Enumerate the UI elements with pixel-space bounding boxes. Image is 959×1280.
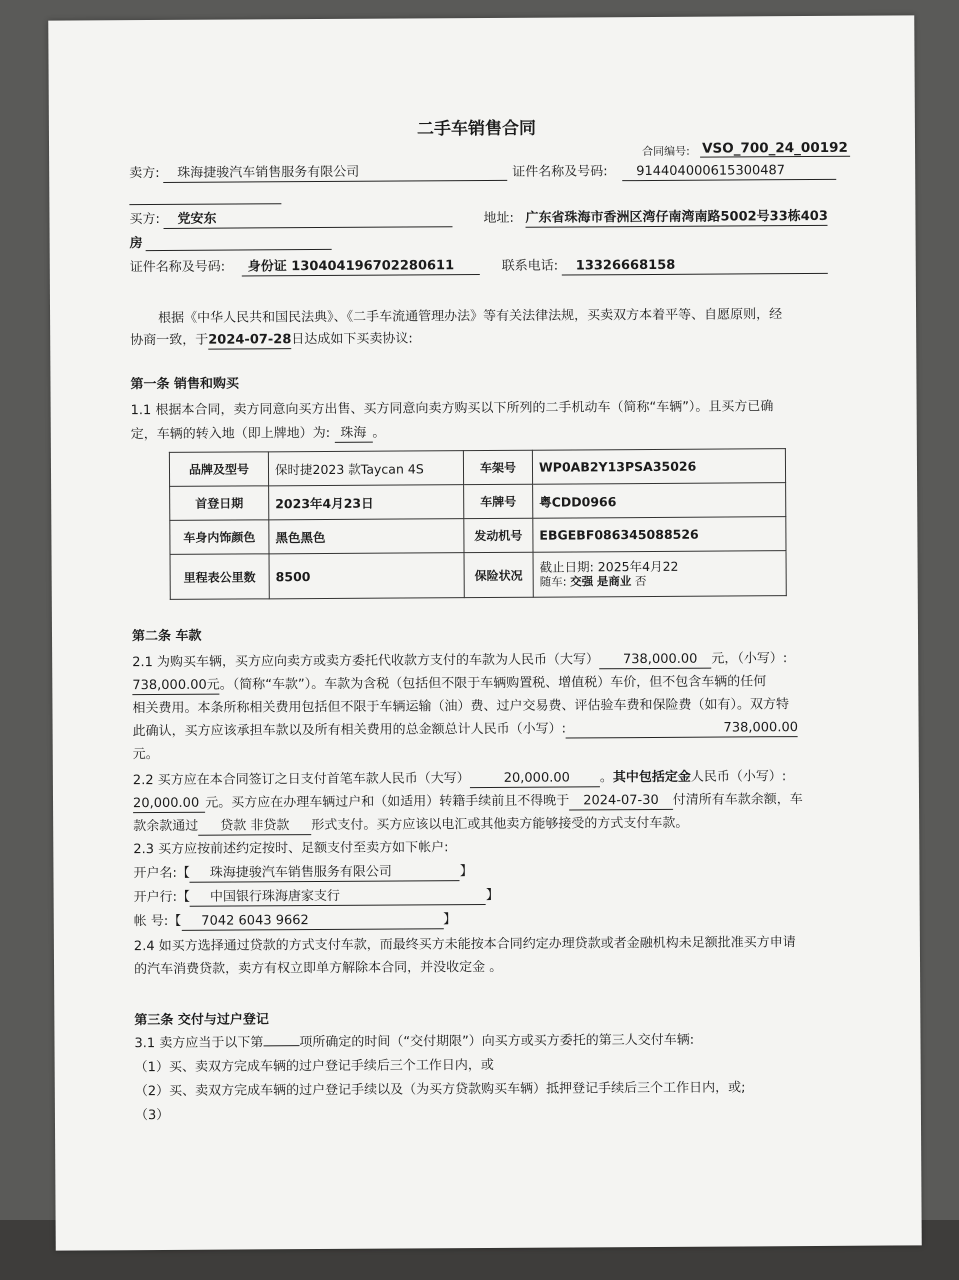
seller-name: 珠海捷骏汽车销售服务有限公司 [163, 164, 507, 183]
article-1-1-line-2 [131, 426, 386, 445]
buyer-address-label: 地址: [483, 210, 514, 227]
buyer-phone-label: 联系电话: [501, 258, 559, 274]
clause-text: 款余款通过 [133, 818, 199, 835]
color-value: 黑色黑色 [269, 519, 464, 554]
intro-text: 日达成如下买卖协议: [291, 331, 413, 348]
article-2-heading: 第二条 车款 [131, 628, 202, 645]
registration-date-value: 2023年4月23日 [269, 485, 464, 520]
price-upper: 738,000.00 [599, 652, 712, 670]
bracket: 【 [176, 889, 191, 905]
agreement-date: 2024-07-28 [208, 332, 292, 348]
seller-id-value: 914404000615300487 [622, 163, 836, 181]
bracket: 】 [459, 864, 473, 880]
account-bank-value: 中国银行珠海唐家支行 [190, 888, 486, 907]
payment-deadline: 2024-07-30 [569, 793, 673, 811]
deposit-emphasis: 其中包括定金 [612, 769, 691, 786]
registration-date-label: 首登日期 [170, 486, 269, 521]
color-label: 车身内饰颜色 [170, 520, 269, 555]
seller-label: 卖方: [129, 165, 160, 182]
insurance-detail-text: 否 [634, 574, 647, 589]
contract-page [48, 15, 921, 1250]
first-payment-upper: 20,000.00 [470, 770, 600, 788]
account-name-row [133, 864, 473, 883]
bracket: 】 [443, 912, 457, 928]
account-bank-label: 开户行: [133, 889, 178, 906]
clause-text: 。（简称“车款”）。车款为含税（包括但不限于车辆购置税、增值税）车价，但不包含车辆的任何 [219, 674, 767, 693]
buyer-phone-value: 13326668158 [562, 257, 828, 276]
article-2-4-line-1: 2.4 如买方选择通过贷款的方式支付车款，而最终买方未能按本合同约定办理贷款或者金融机构未足额批准买方申请 [133, 935, 796, 955]
bracket: 【 [176, 865, 190, 881]
vehicle-info-table [169, 448, 787, 600]
insurance-expiry: 截止日期: 2025年4月22 [539, 558, 679, 575]
brand-label: 品牌及型号 [169, 452, 268, 487]
clause-text: 。 [372, 425, 386, 441]
plate-value: 粤CDD0966 [533, 483, 786, 519]
clause-text: 此确认，买方应该承担车款以及所有相关费用的总金额总计人民币（小写）: [132, 721, 567, 740]
brand-value: 保时捷2023 款Taycan 4S [268, 451, 463, 486]
address-continuation-line [146, 249, 332, 251]
intro-line-1: 根据《中华人民共和国民法典》、《二手车流通管理办法》等有关法律法规，买卖双方本着平等、自愿原则，经 [158, 307, 783, 326]
delivery-option-blank [263, 1045, 299, 1046]
clause-text: 定，车辆的转入地（即上牌地）为: [130, 425, 331, 443]
intro-line-2 [130, 331, 413, 350]
clause-text: 人民币（小写）: [690, 769, 787, 785]
article-2-1-line-4 [133, 720, 798, 741]
clause-text: 2.1 为购买车辆，买方应向卖方或卖方委托代收款方支付的车款为人民币（大写） [132, 652, 600, 671]
buyer-address-tail: 房 [129, 236, 143, 252]
account-number-value: 7042 6043 9662 [181, 912, 443, 931]
clause-text: 3.1 卖方应当于以下第 [134, 1035, 264, 1052]
article-2-2-line-3 [133, 816, 688, 836]
insurance-detail-text: 随车: [539, 574, 567, 589]
total-amount: 738,000.00 [566, 720, 798, 738]
contract-no-label: 合同编号: [642, 144, 690, 159]
buyer-id-value: 身份证 130404196702280611 [242, 258, 480, 276]
article-2-4-line-2: 的汽车消费贷款，卖方有权立即单方解除本合同，并没收定金 。 [134, 959, 503, 978]
mileage-label: 里程表公里数 [170, 554, 269, 600]
account-name-value: 珠海捷骏汽车销售服务有限公司 [190, 864, 460, 883]
article-2-2-line-1 [133, 769, 786, 790]
buyer-id-label: 证件名称及号码: [129, 259, 226, 276]
table-row [170, 517, 786, 555]
delivery-option-2: （2）买、卖双方完成车辆的过户登记手续以及（为买方贷款购买车辆）抵押登记手续后三个工作日内，或; [134, 1080, 746, 1100]
engine-value: EBGEBF086345088526 [533, 517, 786, 553]
clause-text: 付清所有车款余额，车 [672, 792, 803, 808]
bracket: 】 [485, 887, 500, 903]
buyer-label: 买方: [129, 211, 160, 228]
insurance-detail-text: 交强 [570, 574, 594, 589]
account-name-label: 开户名: [133, 865, 177, 882]
clause-text: 2.2 买方应在本合同签订之日支付首笔车款人民币（大写） [132, 771, 470, 789]
contract-no-value: VSO_700_24_00192 [700, 140, 850, 158]
seller-continuation-line [129, 203, 281, 205]
intro-text: 协商一致，于 [130, 332, 209, 349]
article-2-2-line-2 [133, 792, 803, 813]
article-3-heading: 第三条 交付与过户登记 [134, 1012, 269, 1029]
price-lower: 738,000.00元 [132, 677, 220, 694]
insurance-value [533, 551, 786, 598]
bracket: 【 [168, 913, 182, 929]
article-2-3: 2.3 买方应按前述约定按时、足额支付至卖方如下帐户: [133, 840, 449, 858]
table-row [169, 449, 785, 487]
clause-text: 形式支付。买方应该以电汇或其他卖方能够接受的方式支付车款。 [311, 815, 689, 834]
account-bank-row [134, 888, 500, 907]
engine-label: 发动机号 [464, 518, 533, 552]
buyer-address-value: 广东省珠海市香洲区湾仔南湾南路5002号33栋403 [525, 208, 828, 226]
clause-text: 项所确定的时间（“交付期限”）向买方或买方委托的第三人交付车辆: [299, 1032, 695, 1051]
insurance-label: 保险状况 [464, 552, 533, 597]
insurance-detail-text: 是商业 [596, 574, 632, 589]
table-row [170, 551, 786, 600]
document-title: 二手车销售合同 [416, 118, 536, 140]
buyer-name: 党安东 [163, 210, 452, 229]
article-2-1-line-1 [132, 651, 787, 672]
clause-text: 。 [599, 770, 613, 786]
clause-text: 元，（小写）: [711, 651, 788, 667]
payment-method: 贷款 非贷款 [198, 818, 311, 836]
delivery-option-3: （3） [134, 1107, 170, 1124]
article-2-1-line-5: 元。 [132, 746, 159, 763]
article-1-1-line-1: 1.1 根据本合同，卖方同意向买方出售、买方同意向卖方购买以下所列的二手机动车（简称“车辆”）。且买方已确 [130, 399, 774, 419]
clause-text: 元。买方应在办理车辆过户和（如适用）转籍手续前且不得晚于 [205, 793, 570, 811]
seller-id-label: 证件名称及号码: [512, 164, 608, 180]
account-number-row [134, 912, 457, 931]
account-number-label: 帐 号: [133, 913, 169, 930]
article-2-1-line-2 [132, 674, 766, 695]
mileage-value: 8500 [269, 553, 464, 599]
plate-label: 车牌号 [464, 484, 533, 518]
vin-label: 车架号 [463, 450, 532, 484]
article-2-1-line-3: 相关费用。本条所称相关费用包括但不限于车辆运输（油）费、过户交易费、评估验车费和保险费（如有）。双方特 [132, 697, 790, 717]
vin-value: WP0AB2Y13PSA35026 [532, 449, 785, 485]
registration-place: 珠海 [334, 426, 372, 443]
table-row [170, 483, 786, 521]
article-3-1 [134, 1033, 694, 1052]
insurance-detail [540, 573, 780, 589]
first-payment-lower: 20,000.00 [133, 796, 205, 813]
article-1-heading: 第一条 销售和购买 [130, 376, 240, 393]
delivery-option-1: （1）买、卖双方完成车辆的过户登记手续后三个工作日内，或 [134, 1057, 494, 1076]
